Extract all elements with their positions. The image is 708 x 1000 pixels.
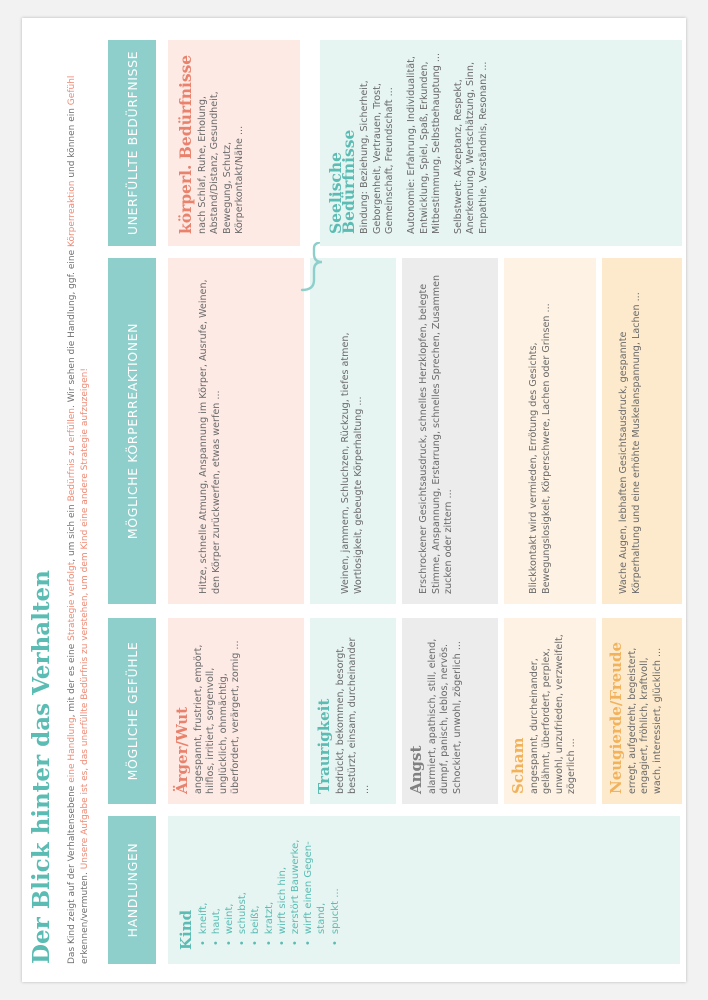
intro-text-3: , um sich ein xyxy=(67,501,77,562)
header-body-reactions: MÖGLICHE KÖRPERREAKTIONEN xyxy=(108,258,156,604)
feelings-sadness xyxy=(310,618,396,804)
feelings-shame xyxy=(504,618,596,804)
intro-highlight-task: Unsere Aufgabe ist es, das unerfüllte Bedürfnis zu verstehen, um dem Kind eine andere Strategie aufzuzeigen! xyxy=(80,368,90,870)
emotion-title-anger: Ärger/Wut xyxy=(173,706,191,794)
body-text: Weinen, jammern, Schluchzen, Rückzug, tiefes atmen, Wortlosigkeit, gebeugte Körperhaltung ... xyxy=(340,332,364,594)
feelings-joy xyxy=(602,618,682,804)
page-title: Der Blick hinter das Verhalten xyxy=(28,570,55,964)
feelings-text: angespannt, durcheinander, gelähmt, überfordert, perplex, unwohl, unzufrieden, verzweifelt, zögerlich ... xyxy=(528,634,578,794)
intro-text xyxy=(66,32,92,964)
feelings-fear xyxy=(402,618,498,804)
feelings-anger xyxy=(168,618,304,804)
list-item: • haut, xyxy=(210,830,223,934)
needs-mental-title: Seelische Bedürfnisse xyxy=(326,129,358,234)
landscape-content xyxy=(22,18,686,982)
body-shame xyxy=(504,258,596,604)
intro-highlight-strategy: Strategie verfolgt xyxy=(67,561,77,641)
intro-text-5: und können ein xyxy=(67,105,77,181)
body-text: Wache Augen, lebhaften Gesichtsausdruck, gespannte Körperhaltung und eine erhöhte Muskelanspannung, Lachen ... xyxy=(618,292,642,594)
needs-mental xyxy=(320,40,682,246)
list-item: • wirft sich hin, xyxy=(276,830,289,934)
intro-highlight-action: eine Handlung xyxy=(67,717,77,783)
body-text: Erschrockener Gesichtsausdruck, schnelles Herzklopfen, belegte Stimme, Anspannung, Erstarrung, schnelles Sprechen, Zusammen zucken oder zittern ... xyxy=(418,274,455,594)
intro-text-1: Das Kind zeigt auf der Verhaltensebene xyxy=(67,782,77,964)
needs-physical-text: nach Schlaf, Ruhe, Erholung, Abstand/Distanz, Gesundheit, Bewegung, Schutz, Körperkontakt/Nähe ... xyxy=(196,91,246,234)
header-needs: UNERFÜLLTE BEDÜRFNISSE xyxy=(108,40,156,246)
feelings-text: bedrückt, bekommen, besorgt, bestürzt, einsam, durcheinander ... xyxy=(334,637,371,794)
intro-highlight-body: Körperreaktion xyxy=(67,180,77,248)
intro-highlight-feeling: Gefühl xyxy=(67,75,77,106)
body-anger xyxy=(168,258,304,604)
intro-text-6: erkennen/vermuten. xyxy=(80,869,90,964)
needs-physical xyxy=(168,40,300,246)
feelings-text: alarmiert, apathisch, still, elend, dumpf, panisch, leblos, nervös. Schockiert, unwohl, zögerlich ... xyxy=(426,638,463,794)
feelings-text: angespannt, frustriert, empört, hilflos, irritiert, sorgenvoll, unglücklich, ohnmächtig, überfordert, verärgert, zornig ... xyxy=(192,640,242,794)
emotion-title-fear: Angst xyxy=(407,745,425,794)
actions-title: Kind xyxy=(177,909,195,950)
intro-text-4: . Wir sehen die Handlung, ggf. eine xyxy=(67,247,77,408)
actions-list xyxy=(197,830,342,950)
feelings-text: erregt, aufgedreht, begeistert, engagiert, fröhlich, kraftvoll, wach, interessiert, glücklich ... xyxy=(626,647,663,794)
needs-autonomy: Autonomie: Erfahrung, Individualität, Entwicklung, Spiel, Spaß, Erkunden, Mitbestimmung, Selbstbehauptung ... xyxy=(405,52,443,234)
list-item: • zerstört Bauwerke, xyxy=(289,830,302,934)
body-joy xyxy=(602,258,682,604)
list-item: • weint, xyxy=(223,830,236,934)
body-text: Hitze, schnelle Atmung, Anspannung im Körper, Ausrufe, Weinen, den Körper zurückwerfen, etwas werfen ... xyxy=(198,279,222,594)
list-item: • schubst, xyxy=(236,830,249,934)
body-text: Blickkontakt wird vermieden, Errötung des Gesichts, Bewegungslosigkeit, Körperschwere, Lachen oder Grinsen ... xyxy=(528,303,552,594)
intro-highlight-need: Bedürfnis zu erfüllen xyxy=(67,408,77,502)
list-item: • wirft einen Gegen-stand, xyxy=(302,830,328,934)
list-item: • kneift, xyxy=(197,830,210,934)
emotion-title-sadness: Traurigkeit xyxy=(315,698,333,794)
list-item: • spuckt ... xyxy=(329,830,342,934)
needs-physical-title: körperl. Bedürfnisse xyxy=(176,54,195,234)
worksheet-page xyxy=(22,18,686,982)
body-sadness xyxy=(310,258,396,604)
body-fear xyxy=(402,258,498,604)
emotion-title-joy: Neugierde/Freude xyxy=(607,641,625,794)
header-feelings: MÖGLICHE GEFÜHLE xyxy=(108,618,156,804)
intro-text-2: , mit der es eine xyxy=(67,640,77,718)
curly-brace-icon xyxy=(298,242,328,292)
list-item: • beißt, xyxy=(249,830,262,934)
needs-selfworth: Selbstwert: Akzeptanz, Respekt, Anerkennung, Wertschätzung, Sinn, Empathie, Verständnis, Resonanz ... xyxy=(452,61,489,234)
actions-panel xyxy=(168,816,680,964)
header-actions: HANDLUNGEN xyxy=(108,816,156,964)
needs-bond: Bindung: Beziehung, Sicherheit, Geborgenheit, Vertrauen, Trost, Gemeinschaft, Freundschaft ... xyxy=(359,80,396,234)
emotion-title-shame: Scham xyxy=(509,737,527,794)
list-item: • kratzt, xyxy=(263,830,276,934)
